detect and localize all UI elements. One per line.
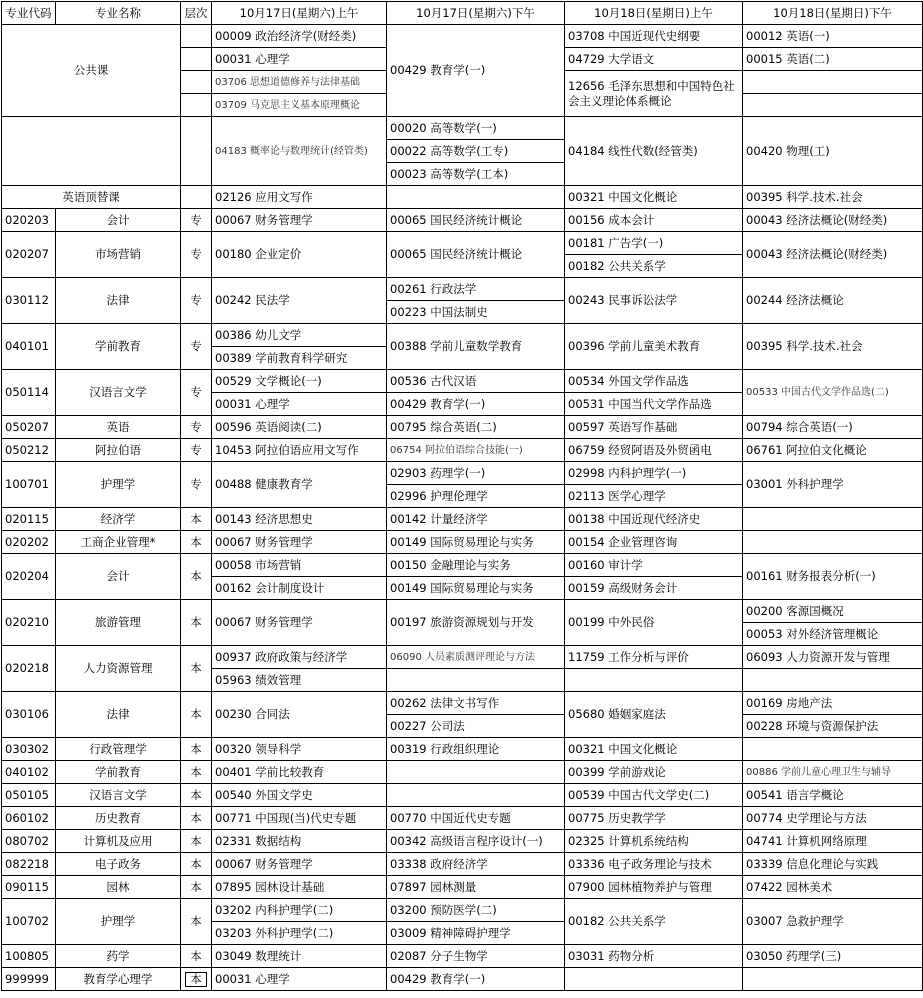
table-cell — [743, 94, 923, 117]
level-cell-selected[interactable] — [181, 968, 212, 991]
table-cell: 00533 中国古代文学作品选(二) — [743, 370, 923, 416]
table-cell: 00067 财务管理学 — [212, 531, 387, 554]
table-cell: 03001 外科护理学 — [743, 462, 923, 508]
major-code: 020203 — [2, 209, 56, 232]
major-code: 050212 — [2, 439, 56, 462]
table-cell: 00180 企业定价 — [212, 232, 387, 278]
major-code: 050114 — [2, 370, 56, 416]
major-code: 100701 — [2, 462, 56, 508]
table-cell: 英语顶替课 — [2, 186, 181, 209]
table-cell: 00399 学前游戏论 — [565, 761, 743, 784]
table-cell — [565, 669, 743, 692]
major-code: 080702 — [2, 830, 56, 853]
table-cell: 00261 行政法学 — [387, 278, 565, 301]
table-cell: 00531 中国当代文学作品选 — [565, 393, 743, 416]
major-code: 030302 — [2, 738, 56, 761]
table-cell: 03031 药物分析 — [565, 945, 743, 968]
major-code: 050105 — [2, 784, 56, 807]
table-cell: 00540 外国文学史 — [212, 784, 387, 807]
table-cell: 00067 财务管理学 — [212, 600, 387, 646]
table-cell: 00244 经济法概论 — [743, 278, 923, 324]
header-sat-pm: 10月17日(星期六)下午 — [387, 2, 565, 25]
table-cell: 11759 工作分析与评价 — [565, 646, 743, 669]
level-cell — [181, 25, 212, 48]
table-cell: 00031 心理学 — [212, 968, 387, 991]
header-row — [2, 2, 923, 25]
table-cell — [743, 508, 923, 531]
table-cell: 06090 人员素质测评理论与方法 — [387, 646, 565, 669]
table-row — [2, 646, 923, 669]
level-cell: 专 — [181, 462, 212, 508]
table-cell: 07422 园林美术 — [743, 876, 923, 899]
table-cell: 00388 学前儿童数学教育 — [387, 324, 565, 370]
table-cell: 02903 药理学(一) — [387, 462, 565, 485]
table-cell — [2, 117, 181, 186]
table-cell: 03709 马克思主义基本原理概论 — [212, 94, 387, 117]
table-cell: 04183 概率论与数理统计(经管类) — [212, 117, 387, 186]
table-cell: 00160 审计学 — [565, 554, 743, 577]
table-cell: 00342 高级语言程序设计(一) — [387, 830, 565, 853]
table-cell: 00937 政府政策与经济学 — [212, 646, 387, 669]
table-cell: 00031 心理学 — [212, 393, 387, 416]
level-cell: 本 — [181, 508, 212, 531]
table-cell: 00149 国际贸易理论与实务 — [387, 531, 565, 554]
level-cell: 本 — [181, 600, 212, 646]
table-cell: 00020 高等数学(一) — [387, 117, 565, 140]
table-cell: 02087 分子生物学 — [387, 945, 565, 968]
major-name: 园林 — [56, 876, 181, 899]
table-cell: 00200 客源国概况 — [743, 600, 923, 623]
major-name: 法律 — [56, 278, 181, 324]
level-cell: 专 — [181, 324, 212, 370]
table-row — [2, 738, 923, 761]
table-cell — [743, 71, 923, 94]
table-cell: 00770 中国近代史专题 — [387, 807, 565, 830]
table-cell: 00429 教育学(一) — [387, 25, 565, 117]
table-row — [2, 554, 923, 577]
major-name: 学前教育 — [56, 761, 181, 784]
level-cell — [181, 48, 212, 71]
table-cell — [743, 968, 923, 991]
table-cell: 10453 阿拉伯语应用文写作 — [212, 439, 387, 462]
table-cell: 00197 旅游资源规划与开发 — [387, 600, 565, 646]
table-cell: 00161 财务报表分析(一) — [743, 554, 923, 600]
table-cell: 00429 教育学(一) — [387, 968, 565, 991]
major-code: 020115 — [2, 508, 56, 531]
table-cell: 03202 内科护理学(二) — [212, 899, 387, 922]
table-cell: 00043 经济法概论(财经类) — [743, 232, 923, 278]
level-cell: 本 — [181, 554, 212, 600]
table-row — [2, 531, 923, 554]
table-cell: 00058 市场营销 — [212, 554, 387, 577]
header-code: 专业代码 — [2, 2, 56, 25]
table-cell: 00771 中国现(当)代史专题 — [212, 807, 387, 830]
table-cell: 00386 幼儿文学 — [212, 324, 387, 347]
major-name: 会计 — [56, 554, 181, 600]
table-row — [2, 968, 923, 991]
table-cell — [743, 738, 923, 761]
major-name: 电子政务 — [56, 853, 181, 876]
table-cell: 00142 计量经济学 — [387, 508, 565, 531]
table-cell: 00534 外国文学作品选 — [565, 370, 743, 393]
table-cell: 00023 高等数学(工本) — [387, 163, 565, 186]
level-cell: 专 — [181, 209, 212, 232]
major-code: 030112 — [2, 278, 56, 324]
table-cell: 00228 环境与资源保护法 — [743, 715, 923, 738]
major-code: 020202 — [2, 531, 56, 554]
table-cell: 03203 外科护理学(二) — [212, 922, 387, 945]
level-cell: 专 — [181, 439, 212, 462]
major-name: 汉语言文学 — [56, 370, 181, 416]
table-cell: 00794 综合英语(一) — [743, 416, 923, 439]
table-cell: 03050 药理学(三) — [743, 945, 923, 968]
level-cell: 本 — [181, 646, 212, 692]
major-code: 020207 — [2, 232, 56, 278]
table-cell: 00223 中国法制史 — [387, 301, 565, 324]
major-code: 030106 — [2, 692, 56, 738]
table-cell: 00159 高级财务会计 — [565, 577, 743, 600]
table-cell — [565, 968, 743, 991]
table-cell: 00539 中国古代文学史(二) — [565, 784, 743, 807]
table-cell: 00053 对外经济管理概论 — [743, 623, 923, 646]
major-code: 020210 — [2, 600, 56, 646]
table-cell: 00319 行政组织理论 — [387, 738, 565, 761]
major-code: 020218 — [2, 646, 56, 692]
level-cell: 专 — [181, 278, 212, 324]
table-cell: 00162 会计制度设计 — [212, 577, 387, 600]
major-name: 学前教育 — [56, 324, 181, 370]
table-cell: 00182 公共关系学 — [565, 899, 743, 945]
table-row — [2, 278, 923, 301]
table-cell: 06761 阿拉伯文化概论 — [743, 439, 923, 462]
table-cell: 00488 健康教育学 — [212, 462, 387, 508]
table-cell — [387, 669, 565, 692]
table-cell: 00886 学前儿童心理卫生与辅导 — [743, 761, 923, 784]
major-code: 020204 — [2, 554, 56, 600]
table-cell: 00150 金融理论与实务 — [387, 554, 565, 577]
table-cell: 00596 英语阅读(二) — [212, 416, 387, 439]
table-cell: 00242 民法学 — [212, 278, 387, 324]
level-cell: 本 — [181, 738, 212, 761]
level-cell: 专 — [181, 232, 212, 278]
table-cell: 02998 内科护理学(一) — [565, 462, 743, 485]
level-cell: 本 — [181, 853, 212, 876]
major-name: 法律 — [56, 692, 181, 738]
table-cell: 00536 古代汉语 — [387, 370, 565, 393]
major-name: 历史教育 — [56, 807, 181, 830]
level-cell: 本 — [181, 807, 212, 830]
table-cell: 00181 广告学(一) — [565, 232, 743, 255]
major-name: 会计 — [56, 209, 181, 232]
table-row — [2, 899, 923, 922]
table-cell: 03338 政府经济学 — [387, 853, 565, 876]
major-code: 100702 — [2, 899, 56, 945]
table-cell: 00401 学前比较教育 — [212, 761, 387, 784]
major-code: 060102 — [2, 807, 56, 830]
table-row — [2, 761, 923, 784]
level-cell — [181, 71, 212, 94]
level-box[interactable]: 本 — [185, 972, 207, 987]
table-cell: 00597 英语写作基础 — [565, 416, 743, 439]
level-cell — [181, 117, 212, 186]
table-cell: 00243 民事诉讼法学 — [565, 278, 743, 324]
table-cell: 03708 中国近现代史纲要 — [565, 25, 743, 48]
table-cell: 00420 物理(工) — [743, 117, 923, 186]
table-cell: 00396 学前儿童美术教育 — [565, 324, 743, 370]
table-cell: 05680 婚姻家庭法 — [565, 692, 743, 738]
table-row — [2, 324, 923, 347]
major-code: 082218 — [2, 853, 56, 876]
level-cell: 本 — [181, 531, 212, 554]
table-row — [2, 807, 923, 830]
table-cell: 00065 国民经济统计概论 — [387, 232, 565, 278]
table-cell: 00321 中国文化概论 — [565, 738, 743, 761]
table-cell: 03007 急救护理学 — [743, 899, 923, 945]
major-name: 教育学心理学 — [56, 968, 181, 991]
table-row — [2, 439, 923, 462]
major-name: 护理学 — [56, 462, 181, 508]
major-code: 999999 — [2, 968, 56, 991]
table-cell: 00395 科学.技术.社会 — [743, 324, 923, 370]
major-name: 工商企业管理* — [56, 531, 181, 554]
table-cell: 00169 房地产法 — [743, 692, 923, 715]
table-cell — [743, 531, 923, 554]
table-cell — [387, 186, 565, 209]
table-row — [2, 853, 923, 876]
level-cell: 本 — [181, 899, 212, 945]
table-row — [2, 784, 923, 807]
table-cell: 00156 成本会计 — [565, 209, 743, 232]
table-cell — [387, 784, 565, 807]
table-cell: 00320 领导科学 — [212, 738, 387, 761]
major-name: 旅游管理 — [56, 600, 181, 646]
table-row — [2, 232, 923, 255]
table-cell: 00199 中外民俗 — [565, 600, 743, 646]
header-sat-am: 10月17日(星期六)上午 — [212, 2, 387, 25]
level-cell: 本 — [181, 692, 212, 738]
table-cell: 00138 中国近现代经济史 — [565, 508, 743, 531]
table-cell: 03706 思想道德修养与法律基础 — [212, 71, 387, 94]
table-cell: 00429 教育学(一) — [387, 393, 565, 416]
table-row — [2, 876, 923, 899]
table-row — [2, 117, 923, 140]
table-cell: 00775 历史教学学 — [565, 807, 743, 830]
level-cell: 本 — [181, 945, 212, 968]
table-cell: 07895 园林设计基础 — [212, 876, 387, 899]
table-cell: 00149 国际贸易理论与实务 — [387, 577, 565, 600]
level-cell — [181, 186, 212, 209]
table-cell: 04741 计算机网络原理 — [743, 830, 923, 853]
major-code: 100805 — [2, 945, 56, 968]
table-cell: 00395 科学.技术.社会 — [743, 186, 923, 209]
table-row — [2, 209, 923, 232]
table-cell: 00529 文学概论(一) — [212, 370, 387, 393]
table-cell: 00389 学前教育科学研究 — [212, 347, 387, 370]
major-name: 护理学 — [56, 899, 181, 945]
table-cell: 02331 数据结构 — [212, 830, 387, 853]
major-name: 行政管理学 — [56, 738, 181, 761]
major-name: 市场营销 — [56, 232, 181, 278]
level-cell: 专 — [181, 416, 212, 439]
table-cell: 12656 毛泽东思想和中国特色社会主义理论体系概论 — [565, 71, 743, 117]
header-name: 专业名称 — [56, 2, 181, 25]
header-level: 层次 — [181, 2, 212, 25]
table-cell: 03339 信息化理论与实践 — [743, 853, 923, 876]
table-cell: 04729 大学语文 — [565, 48, 743, 71]
major-code: 090115 — [2, 876, 56, 899]
table-cell: 00043 经济法概论(财经类) — [743, 209, 923, 232]
table-cell: 02113 医学心理学 — [565, 485, 743, 508]
table-cell: 06759 经贸阿语及外贸函电 — [565, 439, 743, 462]
table-cell: 00230 合同法 — [212, 692, 387, 738]
table-cell: 05963 绩效管理 — [212, 669, 387, 692]
table-cell: 00262 法律文书写作 — [387, 692, 565, 715]
table-cell: 04184 线性代数(经管类) — [565, 117, 743, 186]
table-cell: 07900 园林植物养护与管理 — [565, 876, 743, 899]
table-cell: 02325 计算机系统结构 — [565, 830, 743, 853]
table-cell: 00009 政治经济学(财经类) — [212, 25, 387, 48]
major-code: 040101 — [2, 324, 56, 370]
major-name: 人力资源管理 — [56, 646, 181, 692]
table-cell: 00143 经济思想史 — [212, 508, 387, 531]
major-name: 英语 — [56, 416, 181, 439]
table-cell — [743, 669, 923, 692]
table-row — [2, 945, 923, 968]
table-cell: 00067 财务管理学 — [212, 853, 387, 876]
table-row — [2, 416, 923, 439]
table-cell: 03200 预防医学(二) — [387, 899, 565, 922]
level-cell: 本 — [181, 876, 212, 899]
major-name: 药学 — [56, 945, 181, 968]
table-row — [2, 692, 923, 715]
level-cell — [181, 94, 212, 117]
public-course-name: 公共课 — [2, 25, 181, 117]
table-cell — [387, 761, 565, 784]
exam-schedule-table — [1, 1, 923, 991]
table-row — [2, 508, 923, 531]
table-cell: 00012 英语(一) — [743, 25, 923, 48]
table-cell: 00774 史学理论与方法 — [743, 807, 923, 830]
major-code: 050207 — [2, 416, 56, 439]
table-row — [2, 25, 923, 48]
header-sun-pm: 10月18日(星期日)下午 — [743, 2, 923, 25]
table-cell: 03009 精神障碍护理学 — [387, 922, 565, 945]
table-cell: 00154 企业管理咨询 — [565, 531, 743, 554]
table-cell: 00065 国民经济统计概论 — [387, 209, 565, 232]
table-cell: 07897 园林测量 — [387, 876, 565, 899]
table-cell: 06754 阿拉伯语综合技能(一) — [387, 439, 565, 462]
table-cell: 02126 应用文写作 — [212, 186, 387, 209]
table-cell: 06093 人力资源开发与管理 — [743, 646, 923, 669]
table-cell: 00182 公共关系学 — [565, 255, 743, 278]
level-cell: 专 — [181, 370, 212, 416]
table-cell: 00022 高等数学(工专) — [387, 140, 565, 163]
table-cell: 00795 综合英语(二) — [387, 416, 565, 439]
level-cell: 本 — [181, 761, 212, 784]
table-cell: 00031 心理学 — [212, 48, 387, 71]
table-row — [2, 462, 923, 485]
table-cell: 00227 公司法 — [387, 715, 565, 738]
header-sun-am: 10月18日(星期日)上午 — [565, 2, 743, 25]
level-cell: 本 — [181, 784, 212, 807]
table-cell: 00541 语言学概论 — [743, 784, 923, 807]
major-code: 040102 — [2, 761, 56, 784]
table-row — [2, 830, 923, 853]
major-name: 计算机及应用 — [56, 830, 181, 853]
major-name: 经济学 — [56, 508, 181, 531]
table-row — [2, 600, 923, 623]
level-cell: 本 — [181, 830, 212, 853]
table-cell: 03049 数理统计 — [212, 945, 387, 968]
table-cell: 03336 电子政务理论与技术 — [565, 853, 743, 876]
table-cell: 02996 护理伦理学 — [387, 485, 565, 508]
major-name: 汉语言文学 — [56, 784, 181, 807]
table-cell: 00015 英语(二) — [743, 48, 923, 71]
table-cell: 00321 中国文化概论 — [565, 186, 743, 209]
table-row — [2, 186, 923, 209]
table-row — [2, 370, 923, 393]
table-cell: 00067 财务管理学 — [212, 209, 387, 232]
major-name: 阿拉伯语 — [56, 439, 181, 462]
